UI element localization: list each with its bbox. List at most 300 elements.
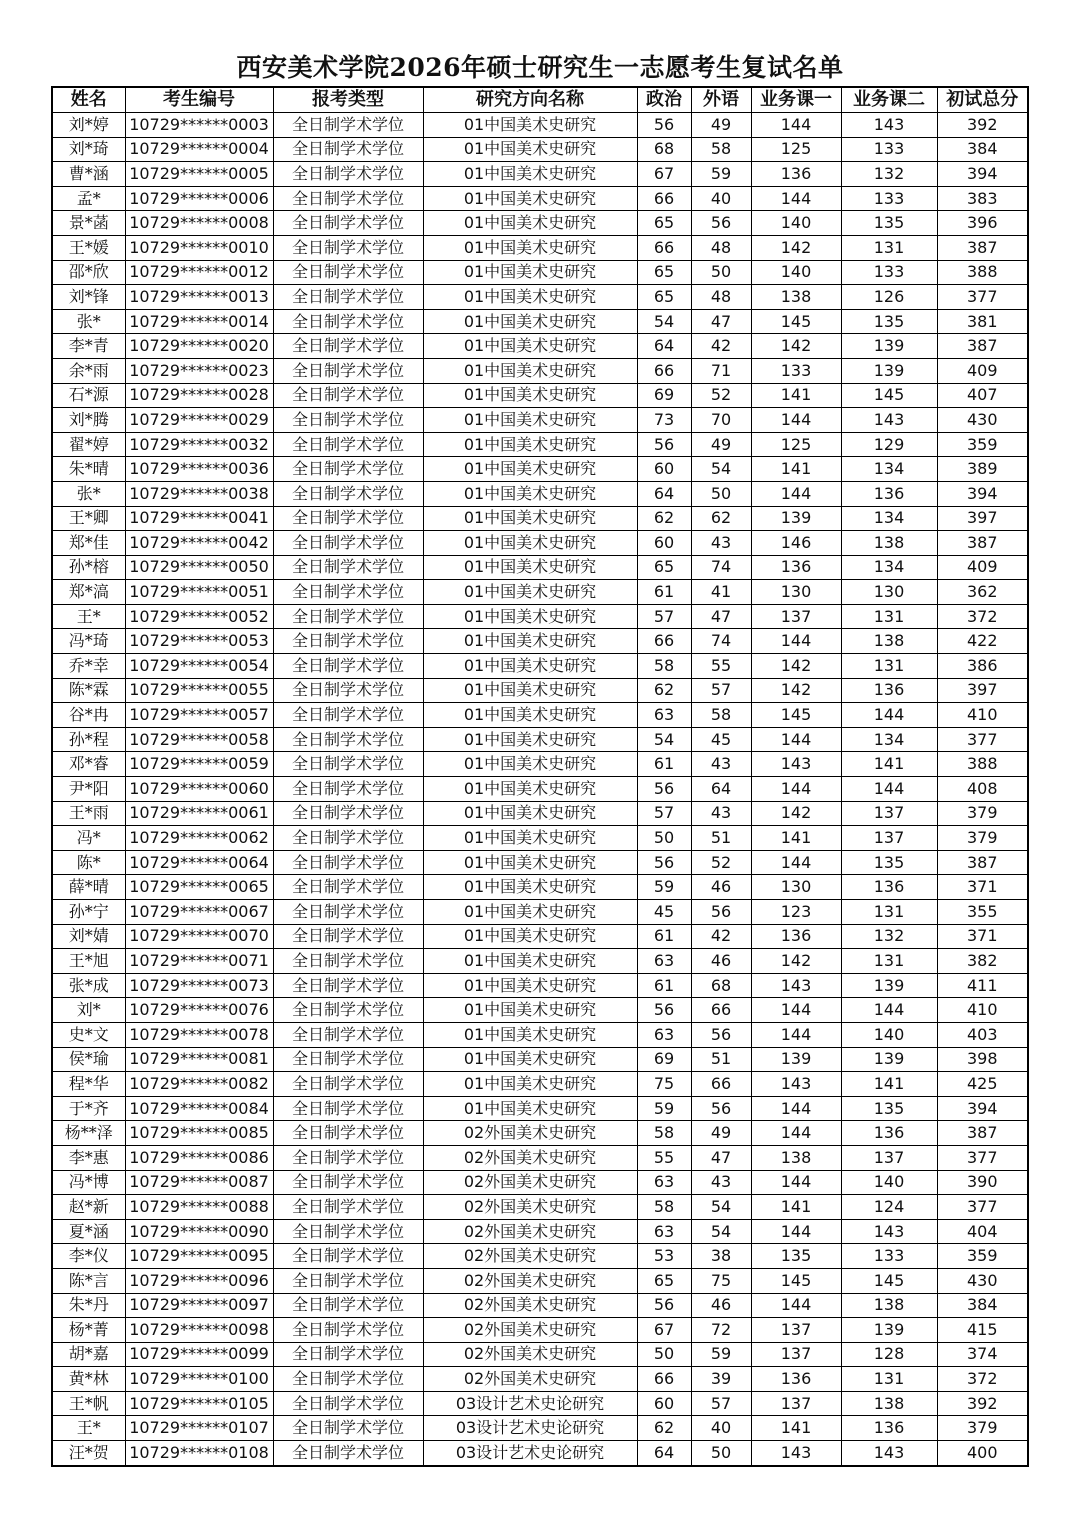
- cell-foreign-language: 52: [691, 383, 751, 408]
- cell-research-direction: 01中国美术史研究: [423, 309, 637, 334]
- cell-course-one: 123: [751, 900, 841, 925]
- cell-candidate-id: 10729******0058: [125, 727, 273, 752]
- cell-course-one: 144: [751, 1022, 841, 1047]
- cell-foreign-language: 48: [691, 235, 751, 260]
- cell-foreign-language: 66: [691, 998, 751, 1023]
- cell-candidate-id: 10729******0057: [125, 703, 273, 728]
- cell-application-type: 全日制学术学位: [273, 1416, 423, 1441]
- cell-name: 陈*霖: [52, 678, 125, 703]
- cell-candidate-id: 10729******0065: [125, 875, 273, 900]
- cell-candidate-id: 10729******0081: [125, 1047, 273, 1072]
- cell-foreign-language: 55: [691, 654, 751, 679]
- cell-foreign-language: 66: [691, 1072, 751, 1097]
- cell-course-one: 137: [751, 1342, 841, 1367]
- candidate-table: [51, 86, 1029, 1467]
- cell-research-direction: 02外国美术史研究: [423, 1195, 637, 1220]
- header-politics: 政治: [637, 87, 691, 113]
- cell-course-one: 125: [751, 137, 841, 162]
- cell-total-score: 392: [937, 113, 1028, 138]
- cell-total-score: 377: [937, 1145, 1028, 1170]
- cell-total-score: 387: [937, 334, 1028, 359]
- cell-politics: 63: [637, 949, 691, 974]
- cell-name: 胡*嘉: [52, 1342, 125, 1367]
- cell-politics: 56: [637, 850, 691, 875]
- cell-name: 程*华: [52, 1072, 125, 1097]
- cell-name: 杨*菁: [52, 1318, 125, 1343]
- cell-course-one: 144: [751, 777, 841, 802]
- cell-research-direction: 01中国美术史研究: [423, 752, 637, 777]
- cell-total-score: 382: [937, 949, 1028, 974]
- cell-course-two: 131: [841, 949, 937, 974]
- cell-candidate-id: 10729******0087: [125, 1170, 273, 1195]
- cell-research-direction: 03设计艺术史论研究: [423, 1391, 637, 1416]
- cell-total-score: 359: [937, 1244, 1028, 1269]
- cell-foreign-language: 58: [691, 137, 751, 162]
- cell-course-one: 142: [751, 801, 841, 826]
- table-header-row: [52, 87, 1028, 113]
- cell-politics: 68: [637, 137, 691, 162]
- cell-candidate-id: 10729******0006: [125, 186, 273, 211]
- cell-candidate-id: 10729******0086: [125, 1145, 273, 1170]
- cell-name: 郑*滈: [52, 580, 125, 605]
- cell-course-two: 132: [841, 162, 937, 187]
- cell-course-one: 146: [751, 531, 841, 556]
- table-row: [52, 506, 1028, 531]
- cell-politics: 56: [637, 432, 691, 457]
- cell-research-direction: 02外国美术史研究: [423, 1219, 637, 1244]
- cell-name: 王*旭: [52, 949, 125, 974]
- cell-research-direction: 01中国美术史研究: [423, 285, 637, 310]
- cell-course-one: 133: [751, 358, 841, 383]
- cell-total-score: 387: [937, 1121, 1028, 1146]
- cell-name: 王*: [52, 1416, 125, 1441]
- cell-name: 王*帆: [52, 1391, 125, 1416]
- cell-foreign-language: 50: [691, 481, 751, 506]
- cell-course-two: 139: [841, 1047, 937, 1072]
- cell-politics: 61: [637, 924, 691, 949]
- cell-application-type: 全日制学术学位: [273, 1391, 423, 1416]
- cell-name: 李*仪: [52, 1244, 125, 1269]
- cell-total-score: 387: [937, 531, 1028, 556]
- cell-application-type: 全日制学术学位: [273, 260, 423, 285]
- cell-candidate-id: 10729******0012: [125, 260, 273, 285]
- cell-foreign-language: 54: [691, 1195, 751, 1220]
- cell-politics: 66: [637, 235, 691, 260]
- cell-foreign-language: 46: [691, 875, 751, 900]
- cell-course-two: 136: [841, 481, 937, 506]
- table-row: [52, 924, 1028, 949]
- table-row: [52, 1096, 1028, 1121]
- cell-research-direction: 01中国美术史研究: [423, 826, 637, 851]
- table-row: [52, 235, 1028, 260]
- cell-total-score: 377: [937, 285, 1028, 310]
- cell-research-direction: 01中国美术史研究: [423, 555, 637, 580]
- cell-course-one: 144: [751, 481, 841, 506]
- cell-name: 李*青: [52, 334, 125, 359]
- table-row: [52, 900, 1028, 925]
- cell-name: 刘*锋: [52, 285, 125, 310]
- cell-candidate-id: 10729******0090: [125, 1219, 273, 1244]
- cell-course-one: 144: [751, 113, 841, 138]
- cell-name: 冯*: [52, 826, 125, 851]
- cell-research-direction: 01中国美术史研究: [423, 580, 637, 605]
- cell-foreign-language: 54: [691, 457, 751, 482]
- cell-politics: 66: [637, 358, 691, 383]
- cell-name: 谷*冉: [52, 703, 125, 728]
- cell-candidate-id: 10729******0085: [125, 1121, 273, 1146]
- cell-politics: 67: [637, 162, 691, 187]
- cell-total-score: 408: [937, 777, 1028, 802]
- cell-course-two: 143: [841, 408, 937, 433]
- cell-candidate-id: 10729******0020: [125, 334, 273, 359]
- cell-course-one: 144: [751, 1121, 841, 1146]
- cell-course-one: 130: [751, 580, 841, 605]
- cell-research-direction: 01中国美术史研究: [423, 334, 637, 359]
- cell-name: 王*雨: [52, 801, 125, 826]
- cell-candidate-id: 10729******0060: [125, 777, 273, 802]
- cell-application-type: 全日制学术学位: [273, 604, 423, 629]
- table-row: [52, 1342, 1028, 1367]
- cell-politics: 58: [637, 1195, 691, 1220]
- cell-name: 乔*幸: [52, 654, 125, 679]
- cell-foreign-language: 45: [691, 727, 751, 752]
- cell-name: 余*雨: [52, 358, 125, 383]
- cell-candidate-id: 10729******0084: [125, 1096, 273, 1121]
- cell-name: 汪*贺: [52, 1441, 125, 1466]
- cell-application-type: 全日制学术学位: [273, 186, 423, 211]
- cell-foreign-language: 75: [691, 1268, 751, 1293]
- table-row: [52, 998, 1028, 1023]
- cell-total-score: 387: [937, 850, 1028, 875]
- cell-candidate-id: 10729******0052: [125, 604, 273, 629]
- table-row: [52, 1244, 1028, 1269]
- table-row: [52, 481, 1028, 506]
- cell-politics: 62: [637, 1416, 691, 1441]
- cell-course-one: 145: [751, 309, 841, 334]
- cell-course-one: 142: [751, 235, 841, 260]
- cell-application-type: 全日制学术学位: [273, 334, 423, 359]
- cell-course-one: 143: [751, 973, 841, 998]
- cell-course-two: 140: [841, 1022, 937, 1047]
- table-row: [52, 1416, 1028, 1441]
- cell-research-direction: 03设计艺术史论研究: [423, 1441, 637, 1466]
- table-row: [52, 1121, 1028, 1146]
- cell-foreign-language: 50: [691, 1441, 751, 1466]
- cell-application-type: 全日制学术学位: [273, 678, 423, 703]
- cell-application-type: 全日制学术学位: [273, 1441, 423, 1466]
- cell-research-direction: 01中国美术史研究: [423, 432, 637, 457]
- cell-foreign-language: 46: [691, 1293, 751, 1318]
- cell-application-type: 全日制学术学位: [273, 1244, 423, 1269]
- cell-foreign-language: 41: [691, 580, 751, 605]
- cell-politics: 56: [637, 113, 691, 138]
- cell-course-one: 139: [751, 506, 841, 531]
- table-row: [52, 604, 1028, 629]
- cell-politics: 62: [637, 506, 691, 531]
- cell-politics: 60: [637, 531, 691, 556]
- cell-research-direction: 01中国美术史研究: [423, 358, 637, 383]
- cell-application-type: 全日制学术学位: [273, 1170, 423, 1195]
- cell-politics: 45: [637, 900, 691, 925]
- cell-course-one: 140: [751, 211, 841, 236]
- cell-total-score: 355: [937, 900, 1028, 925]
- cell-application-type: 全日制学术学位: [273, 1195, 423, 1220]
- cell-application-type: 全日制学术学位: [273, 1096, 423, 1121]
- cell-foreign-language: 47: [691, 309, 751, 334]
- cell-name: 史*文: [52, 1022, 125, 1047]
- cell-politics: 67: [637, 1318, 691, 1343]
- cell-course-two: 139: [841, 334, 937, 359]
- cell-candidate-id: 10729******0036: [125, 457, 273, 482]
- cell-research-direction: 01中国美术史研究: [423, 113, 637, 138]
- cell-total-score: 388: [937, 260, 1028, 285]
- cell-research-direction: 01中国美术史研究: [423, 162, 637, 187]
- cell-course-one: 144: [751, 186, 841, 211]
- cell-application-type: 全日制学术学位: [273, 654, 423, 679]
- cell-research-direction: 01中国美术史研究: [423, 801, 637, 826]
- cell-foreign-language: 74: [691, 629, 751, 654]
- cell-research-direction: 01中国美术史研究: [423, 211, 637, 236]
- cell-course-one: 140: [751, 260, 841, 285]
- cell-course-two: 131: [841, 900, 937, 925]
- cell-research-direction: 01中国美术史研究: [423, 949, 637, 974]
- cell-course-two: 144: [841, 777, 937, 802]
- cell-candidate-id: 10729******0097: [125, 1293, 273, 1318]
- cell-candidate-id: 10729******0014: [125, 309, 273, 334]
- cell-name: 邵*欣: [52, 260, 125, 285]
- cell-application-type: 全日制学术学位: [273, 777, 423, 802]
- cell-candidate-id: 10729******0041: [125, 506, 273, 531]
- cell-course-one: 141: [751, 1195, 841, 1220]
- cell-candidate-id: 10729******0028: [125, 383, 273, 408]
- cell-foreign-language: 38: [691, 1244, 751, 1269]
- cell-course-two: 141: [841, 1072, 937, 1097]
- cell-foreign-language: 49: [691, 113, 751, 138]
- cell-politics: 60: [637, 1391, 691, 1416]
- cell-research-direction: 01中国美术史研究: [423, 654, 637, 679]
- cell-name: 张*: [52, 309, 125, 334]
- cell-course-two: 134: [841, 555, 937, 580]
- cell-candidate-id: 10729******0013: [125, 285, 273, 310]
- cell-application-type: 全日制学术学位: [273, 457, 423, 482]
- cell-application-type: 全日制学术学位: [273, 211, 423, 236]
- cell-foreign-language: 46: [691, 949, 751, 974]
- cell-course-one: 137: [751, 604, 841, 629]
- cell-application-type: 全日制学术学位: [273, 506, 423, 531]
- cell-course-one: 142: [751, 678, 841, 703]
- cell-politics: 61: [637, 752, 691, 777]
- cell-course-two: 124: [841, 1195, 937, 1220]
- cell-course-two: 136: [841, 678, 937, 703]
- cell-application-type: 全日制学术学位: [273, 113, 423, 138]
- cell-course-one: 141: [751, 826, 841, 851]
- table-row: [52, 1219, 1028, 1244]
- cell-name: 张*成: [52, 973, 125, 998]
- cell-candidate-id: 10729******0082: [125, 1072, 273, 1097]
- cell-candidate-id: 10729******0098: [125, 1318, 273, 1343]
- cell-course-two: 141: [841, 752, 937, 777]
- cell-application-type: 全日制学术学位: [273, 555, 423, 580]
- cell-research-direction: 02外国美术史研究: [423, 1293, 637, 1318]
- cell-name: 郑*佳: [52, 531, 125, 556]
- cell-research-direction: 01中国美术史研究: [423, 186, 637, 211]
- cell-candidate-id: 10729******0005: [125, 162, 273, 187]
- cell-application-type: 全日制学术学位: [273, 1121, 423, 1146]
- cell-research-direction: 01中国美术史研究: [423, 137, 637, 162]
- cell-research-direction: 01中国美术史研究: [423, 1047, 637, 1072]
- cell-politics: 62: [637, 678, 691, 703]
- cell-candidate-id: 10729******0073: [125, 973, 273, 998]
- cell-course-one: 136: [751, 555, 841, 580]
- cell-foreign-language: 71: [691, 358, 751, 383]
- cell-course-two: 128: [841, 1342, 937, 1367]
- cell-course-one: 139: [751, 1047, 841, 1072]
- cell-politics: 55: [637, 1145, 691, 1170]
- cell-politics: 50: [637, 826, 691, 851]
- cell-politics: 64: [637, 481, 691, 506]
- cell-course-two: 139: [841, 973, 937, 998]
- cell-application-type: 全日制学术学位: [273, 137, 423, 162]
- header-candidate-id: 考生编号: [125, 87, 273, 113]
- cell-total-score: 409: [937, 358, 1028, 383]
- table-row: [52, 703, 1028, 728]
- cell-politics: 64: [637, 334, 691, 359]
- table-row: [52, 211, 1028, 236]
- cell-politics: 63: [637, 703, 691, 728]
- cell-course-two: 135: [841, 850, 937, 875]
- table-row: [52, 654, 1028, 679]
- cell-politics: 63: [637, 1219, 691, 1244]
- cell-total-score: 410: [937, 703, 1028, 728]
- table-row: [52, 162, 1028, 187]
- cell-foreign-language: 74: [691, 555, 751, 580]
- table-body: [52, 113, 1028, 1466]
- cell-foreign-language: 50: [691, 260, 751, 285]
- cell-course-two: 131: [841, 235, 937, 260]
- cell-application-type: 全日制学术学位: [273, 924, 423, 949]
- cell-total-score: 371: [937, 875, 1028, 900]
- cell-total-score: 384: [937, 137, 1028, 162]
- cell-application-type: 全日制学术学位: [273, 432, 423, 457]
- table-row: [52, 432, 1028, 457]
- cell-total-score: 372: [937, 1367, 1028, 1392]
- cell-politics: 65: [637, 555, 691, 580]
- cell-foreign-language: 51: [691, 826, 751, 851]
- cell-candidate-id: 10729******0053: [125, 629, 273, 654]
- cell-name: 王*媛: [52, 235, 125, 260]
- cell-candidate-id: 10729******0008: [125, 211, 273, 236]
- cell-politics: 69: [637, 1047, 691, 1072]
- cell-foreign-language: 52: [691, 850, 751, 875]
- cell-politics: 54: [637, 309, 691, 334]
- cell-research-direction: 01中国美术史研究: [423, 1072, 637, 1097]
- cell-research-direction: 01中国美术史研究: [423, 604, 637, 629]
- cell-foreign-language: 42: [691, 334, 751, 359]
- cell-research-direction: 01中国美术史研究: [423, 260, 637, 285]
- cell-candidate-id: 10729******0004: [125, 137, 273, 162]
- cell-candidate-id: 10729******0099: [125, 1342, 273, 1367]
- cell-application-type: 全日制学术学位: [273, 752, 423, 777]
- cell-research-direction: 01中国美术史研究: [423, 531, 637, 556]
- cell-course-one: 144: [751, 629, 841, 654]
- cell-name: 曹*涵: [52, 162, 125, 187]
- cell-total-score: 404: [937, 1219, 1028, 1244]
- cell-politics: 66: [637, 186, 691, 211]
- cell-total-score: 430: [937, 408, 1028, 433]
- cell-application-type: 全日制学术学位: [273, 629, 423, 654]
- cell-course-two: 145: [841, 383, 937, 408]
- cell-course-two: 131: [841, 604, 937, 629]
- cell-total-score: 359: [937, 432, 1028, 457]
- cell-application-type: 全日制学术学位: [273, 1342, 423, 1367]
- cell-name: 朱*晴: [52, 457, 125, 482]
- cell-name: 张*: [52, 481, 125, 506]
- table-row: [52, 727, 1028, 752]
- cell-course-two: 129: [841, 432, 937, 457]
- cell-course-two: 145: [841, 1268, 937, 1293]
- cell-application-type: 全日制学术学位: [273, 481, 423, 506]
- cell-research-direction: 01中国美术史研究: [423, 973, 637, 998]
- cell-name: 朱*丹: [52, 1293, 125, 1318]
- table-row: [52, 408, 1028, 433]
- cell-course-two: 135: [841, 309, 937, 334]
- cell-total-score: 377: [937, 727, 1028, 752]
- cell-foreign-language: 68: [691, 973, 751, 998]
- cell-research-direction: 02外国美术史研究: [423, 1268, 637, 1293]
- cell-application-type: 全日制学术学位: [273, 1022, 423, 1047]
- table-row: [52, 1145, 1028, 1170]
- cell-candidate-id: 10729******0076: [125, 998, 273, 1023]
- cell-course-two: 138: [841, 1391, 937, 1416]
- cell-course-one: 145: [751, 703, 841, 728]
- cell-candidate-id: 10729******0108: [125, 1441, 273, 1466]
- cell-foreign-language: 62: [691, 506, 751, 531]
- cell-candidate-id: 10729******0032: [125, 432, 273, 457]
- cell-name: 冯*琦: [52, 629, 125, 654]
- cell-course-two: 143: [841, 113, 937, 138]
- table-row: [52, 580, 1028, 605]
- cell-foreign-language: 64: [691, 777, 751, 802]
- cell-name: 刘*腾: [52, 408, 125, 433]
- cell-research-direction: 02外国美术史研究: [423, 1145, 637, 1170]
- cell-name: 景*菡: [52, 211, 125, 236]
- table-row: [52, 777, 1028, 802]
- cell-course-two: 136: [841, 1416, 937, 1441]
- cell-course-two: 135: [841, 1096, 937, 1121]
- cell-foreign-language: 43: [691, 752, 751, 777]
- cell-name: 赵*新: [52, 1195, 125, 1220]
- cell-research-direction: 01中国美术史研究: [423, 1096, 637, 1121]
- cell-foreign-language: 54: [691, 1219, 751, 1244]
- cell-candidate-id: 10729******0003: [125, 113, 273, 138]
- table-row: [52, 531, 1028, 556]
- cell-candidate-id: 10729******0054: [125, 654, 273, 679]
- table-row: [52, 875, 1028, 900]
- table-row: [52, 1318, 1028, 1343]
- cell-politics: 65: [637, 1268, 691, 1293]
- table-row: [52, 113, 1028, 138]
- cell-course-one: 144: [751, 1293, 841, 1318]
- table-row: [52, 1047, 1028, 1072]
- cell-politics: 65: [637, 285, 691, 310]
- cell-application-type: 全日制学术学位: [273, 1268, 423, 1293]
- cell-course-one: 125: [751, 432, 841, 457]
- cell-politics: 61: [637, 580, 691, 605]
- cell-application-type: 全日制学术学位: [273, 1145, 423, 1170]
- cell-research-direction: 01中国美术史研究: [423, 900, 637, 925]
- cell-total-score: 411: [937, 973, 1028, 998]
- cell-course-two: 133: [841, 186, 937, 211]
